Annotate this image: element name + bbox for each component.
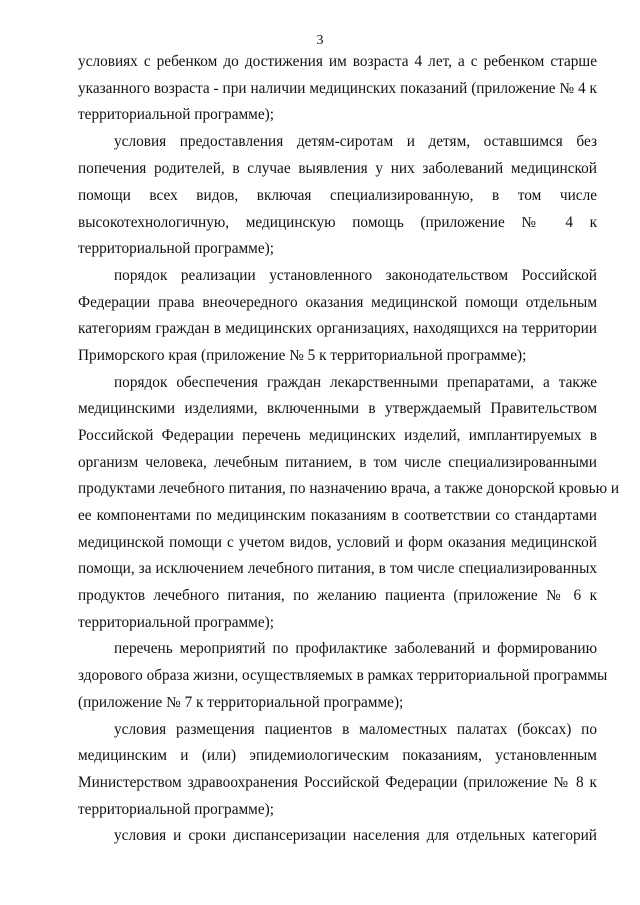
text-line: помощи, за исключением лечебного питания, в том числе специализированных: [78, 560, 597, 577]
text-line: перечень мероприятий по профилактике заболеваний и формированию: [114, 640, 597, 657]
text-line: помощи всех видов, включая специализированную, в том числе: [78, 187, 597, 204]
text-line: условия и сроки диспансеризации населения для отдельных категорий: [114, 827, 597, 844]
text-line: организм человека, лечебным питанием, в том числе специализированными: [78, 454, 597, 471]
text-line: Приморского края (приложение № 5 к территориальной программе);: [78, 347, 527, 364]
text-line: порядок обеспечения граждан лекарственными препаратами, а также: [114, 374, 597, 391]
text-line: медицинским и (или) эпидемиологическим показаниям, установленным: [78, 747, 597, 764]
text-line: Министерством здравоохранения Российской Федерации (приложение № 8 к: [78, 774, 597, 791]
text-line: попечения родителей, в случае выявления у них заболеваний медицинской: [78, 160, 597, 177]
text-line: территориальной программе);: [78, 240, 274, 257]
text-line: указанного возраста - при наличии медицинских показаний (приложение № 4 к: [78, 80, 597, 97]
text-line: (приложение № 7 к территориальной программе);: [78, 694, 404, 711]
text-line: Российской Федерации перечень медицинских изделий, имплантируемых в: [78, 427, 597, 444]
text-line: высокотехнологичную, медицинскую помощь (приложение № 4 к: [78, 214, 597, 231]
text-line: условия предоставления детям-сиротам и детям, оставшимся без: [114, 133, 597, 150]
text-line: Федерации права внеочередного оказания медицинской помощи отдельным: [78, 294, 597, 311]
text-line: продуктами лечебного питания, по назначению врача, а также донорской кровью и: [78, 480, 620, 497]
text-line: здорового образа жизни, осуществляемых в рамках территориальной программы: [78, 667, 608, 684]
text-line: территориальной программе);: [78, 614, 274, 631]
text-line: условия размещения пациентов в маломестных палатах (боксах) по: [114, 721, 597, 738]
text-line: территориальной программе);: [78, 801, 274, 818]
text-line: территориальной программе);: [78, 106, 274, 123]
text-line: ее компонентами по медицинским показаниям в соответствии со стандартами: [78, 507, 597, 524]
text-line: условиях с ребенком до достижения им возраста 4 лет, а с ребенком старше: [78, 53, 597, 70]
text-line: медицинскими изделиями, включенными в утверждаемый Правительством: [78, 400, 597, 417]
text-line: порядок реализации установленного законодательством Российской: [114, 267, 597, 284]
page-number: 3: [316, 33, 324, 48]
text-line: медицинской помощи с учетом видов, условий и форм оказания медицинской: [78, 534, 597, 551]
text-line: категориям граждан в медицинских организациях, находящихся на территории: [78, 320, 597, 337]
text-line: продуктов лечебного питания, по желанию пациента (приложение № 6 к: [78, 587, 597, 604]
